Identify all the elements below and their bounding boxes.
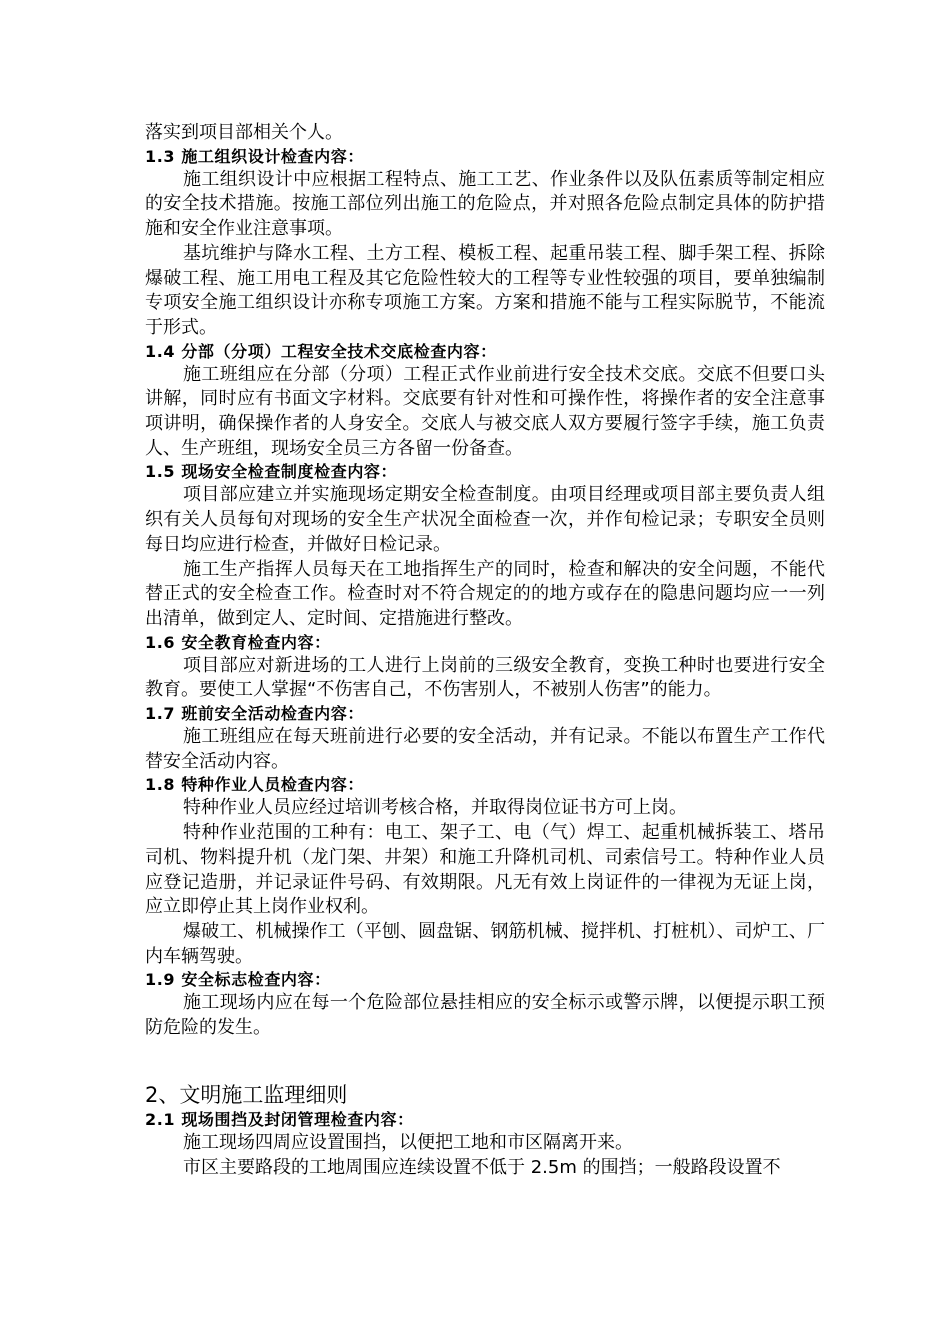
section-heading: 1.4 分部（分项）工程安全技术交底检查内容： (145, 341, 497, 361)
paragraph: 施工现场内应在每一个危险部位悬挂相应的安全标示或警示牌，以便提示职工预防危险的发生。 (145, 992, 825, 1039)
paragraph: 基坑维护与降水工程、土方工程、模板工程、起重吊装工程、脚手架工程、拆除爆破工程、施工用电工程及其它危险性较大的工程等专业性较强的项目，要单独编制专项安全施工组织设计亦称专项施工方案。方案和措施不能与工程实际脱节，不能流于形式。 (145, 242, 825, 338)
paragraph: 施工现场四周应设置围挡，以便把工地和市区隔离开来。 (183, 1131, 633, 1153)
paragraph: 施工班组应在分部（分项）工程正式作业前进行安全技术交底。交底不但要口头讲解，同时应有书面文字材料。交底要有针对性和可操作性，将操作者的安全注意事项讲明，确保操作者的人身安全。交底人与被交底人双方要履行签字手续，施工负责人、生产班组，现场安全员三方各留一份备查。 (145, 363, 825, 459)
paragraph: 项目部应对新进场的工人进行上岗前的三级安全教育，变换工种时也要进行安全教育。要使工人掌握“不伤害自己，不伤害别人，不被别人伤害”的能力。 (145, 654, 825, 701)
document-body (145, 121, 825, 1180)
paragraph: 落实到项目部相关个人。 (145, 122, 343, 143)
paragraph: 施工生产指挥人员每天在工地指挥生产的同时，检查和解决的安全问题，不能代替正式的安全检查工作。检查时对不符合规定的的地方或存在的隐患问题均应一一列出清单，做到定人、定时间、定措施进行整改。 (145, 558, 825, 629)
section-heading: 1.9 安全标志检查内容： (145, 970, 331, 990)
chapter-heading: 2、文明施工监理细则 (145, 1082, 348, 1107)
paragraph: 施工班组应在每天班前进行必要的安全活动，并有记录。不能以布置生产工作代替安全活动内容。 (145, 726, 825, 772)
paragraph: 施工组织设计中应根据工程特点、施工工艺、作业条件以及队伍素质等制定相应的安全技术措施。按施工部位列出施工的危险点，并对照各危险点制定具体的防护措施和安全作业注意事项。 (145, 168, 825, 240)
section-heading: 1.5 现场安全检查制度检查内容： (145, 462, 398, 482)
section-heading: 1.7 班前安全活动检查内容： (145, 704, 364, 724)
paragraph: 项目部应建立并实施现场定期安全检查制度。由项目经理或项目部主要负责人组织有关人员每旬对现场的安全生产状况全面检查一次，并作旬检记录；专职安全员则每日均应进行检查，并做好日检记录。 (145, 484, 825, 555)
paragraph: 特种作业人员应经过培训考核合格，并取得岗位证书方可上岗。 (183, 797, 687, 819)
paragraph: 市区主要路段的工地周围应连续设置不低于 2.5m 的围挡；一般路段设置不 (183, 1156, 781, 1178)
section-heading: 2.1 现场围挡及封闭管理检查内容： (145, 1109, 414, 1129)
section-heading: 1.6 安全教育检查内容： (145, 632, 331, 652)
section-heading: 1.3 施工组织设计检查内容： (145, 146, 364, 166)
section-heading: 1.8 特种作业人员检查内容： (145, 775, 364, 795)
paragraph: 特种作业范围的工种有：电工、架子工、电（气）焊工、起重机械拆装工、塔吊司机、物料提升机（龙门架、井架）和施工升降机司机、司索信号工。特种作业人员应登记造册，并记录证件号码、有效期限。凡无有效上岗证件的一律视为无证上岗，应立即停止其上岗作业权利。 (145, 822, 825, 918)
paragraph: 爆破工、机械操作工（平刨、圆盘锯、钢筋机械、搅拌机、打桩机）、司炉工、厂内车辆驾驶。 (145, 920, 825, 967)
